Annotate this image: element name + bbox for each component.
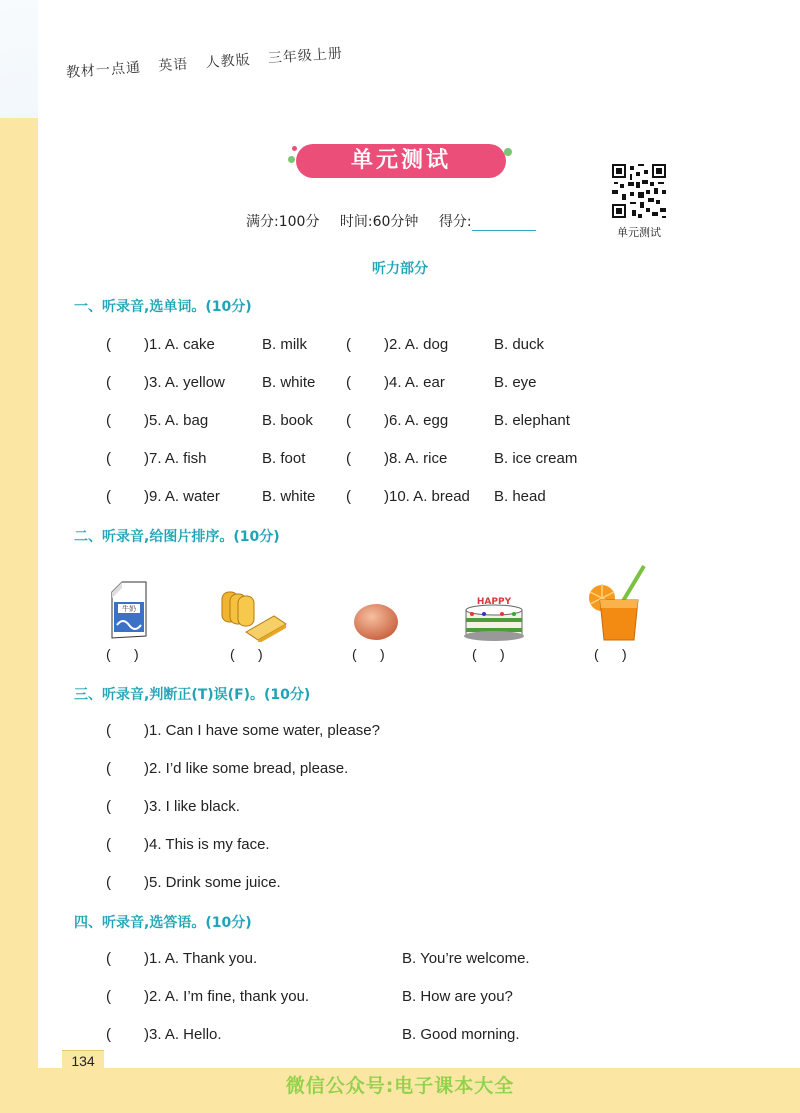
question-option-b: B. white	[262, 488, 316, 505]
question-option-a: )2. A. I’m fine, thank you.	[144, 988, 310, 1005]
question-option-b: B. eye	[494, 374, 537, 391]
question-text: )3. I like black.	[144, 798, 240, 815]
qr-code-icon	[612, 164, 666, 218]
answer-bracket-open[interactable]: (	[346, 374, 351, 391]
answer-bracket-open[interactable]: (	[106, 488, 111, 505]
birthday-cake-icon	[462, 590, 526, 642]
answer-bracket-open[interactable]: (	[106, 988, 111, 1005]
section-4-title: 四、听录音,选答语。(10分)	[74, 915, 252, 931]
answer-bracket-open[interactable]: (	[346, 412, 351, 429]
question-text: )5. Drink some juice.	[144, 874, 281, 891]
question-option-b: B. book	[262, 412, 313, 429]
score-blank[interactable]	[472, 230, 536, 231]
answer-bracket-open[interactable]: (	[106, 374, 111, 391]
time-limit: 时间:60分钟	[339, 214, 419, 230]
question-option-b: B. You’re welcome.	[402, 950, 530, 967]
part-title: 听力部分	[372, 261, 428, 277]
question-option-b: B. duck	[494, 336, 545, 353]
section-3-title: 三、听录音,判断正(T)误(F)。(10分)	[74, 687, 311, 703]
orange-juice-icon	[586, 564, 650, 642]
egg-icon	[352, 602, 400, 642]
question-text: )2. I’d like some bread, please.	[144, 760, 349, 777]
question-option-b: B. milk	[262, 336, 307, 353]
order-bracket[interactable]: ( )	[472, 646, 505, 662]
score-label: 得分:	[438, 214, 472, 230]
order-bracket[interactable]: ( )	[594, 646, 627, 662]
decor-dot	[504, 148, 512, 156]
milk-carton-icon	[108, 580, 150, 640]
answer-bracket-open[interactable]: (	[346, 450, 351, 467]
header-book: 教材一点通	[65, 59, 142, 81]
question-option-b: B. How are you?	[402, 988, 513, 1005]
answer-bracket-open[interactable]: (	[346, 488, 351, 505]
question-option-a: )8. A. rice	[384, 450, 448, 467]
decor-dot	[292, 146, 297, 151]
section-1-title: 一、听录音,选单词。(10分)	[74, 299, 252, 315]
answer-bracket-open[interactable]: (	[106, 336, 111, 353]
question-option-b: B. white	[262, 374, 316, 391]
question-option-a: )10. A. bread	[384, 488, 470, 505]
decor-dot	[288, 156, 295, 163]
score-line	[246, 211, 552, 231]
answer-bracket-open[interactable]: (	[106, 798, 111, 815]
full-score: 满分:100分	[246, 214, 320, 230]
page-title: 单元测试	[296, 144, 506, 178]
milk-carton-label: 牛奶	[122, 605, 136, 613]
answer-bracket-open[interactable]: (	[106, 874, 111, 891]
question-option-a: )9. A. water	[144, 488, 220, 505]
order-bracket[interactable]: ( )	[230, 646, 263, 662]
bread-icon	[218, 586, 288, 642]
question-text: )4. This is my face.	[144, 836, 270, 853]
question-option-a: )2. A. dog	[384, 336, 449, 353]
answer-bracket-open[interactable]: (	[106, 450, 111, 467]
cake-label: HAPPY	[476, 597, 512, 607]
question-option-a: )4. A. ear	[384, 374, 445, 391]
question-option-b: B. foot	[262, 450, 306, 467]
header-grade: 三年级上册	[267, 45, 344, 67]
question-option-b: B. elephant	[494, 412, 570, 429]
question-option-a: )3. A. Hello.	[144, 1026, 222, 1043]
question-option-a: )3. A. yellow	[144, 374, 225, 391]
question-option-b: B. Good morning.	[402, 1026, 520, 1043]
order-bracket[interactable]: ( )	[106, 646, 139, 662]
answer-bracket-open[interactable]: (	[106, 1026, 111, 1043]
answer-bracket-open[interactable]: (	[106, 412, 111, 429]
section-2-title: 二、听录音,给图片排序。(10分)	[74, 529, 280, 545]
question-option-a: )5. A. bag	[144, 412, 209, 429]
question-option-b: B. ice cream	[494, 450, 578, 467]
answer-bracket-open[interactable]: (	[106, 836, 111, 853]
question-option-a: )6. A. egg	[384, 412, 449, 429]
answer-bracket-open[interactable]: (	[106, 722, 111, 739]
header-subject: 英语	[157, 56, 189, 75]
page-number: 134	[62, 1050, 104, 1071]
answer-bracket-open[interactable]: (	[106, 950, 111, 967]
question-option-a: )1. A. Thank you.	[144, 950, 258, 967]
qr-caption: 单元测试	[617, 226, 661, 239]
answer-bracket-open[interactable]: (	[346, 336, 351, 353]
title-banner	[296, 144, 506, 178]
question-text: )1. Can I have some water, please?	[144, 722, 380, 739]
answer-bracket-open[interactable]: (	[106, 760, 111, 777]
question-option-a: )1. A. cake	[144, 336, 215, 353]
question-option-a: )7. A. fish	[144, 450, 207, 467]
watermark-text: 微信公众号:电子课本大全	[285, 1075, 515, 1097]
header-edition: 人教版	[205, 52, 252, 72]
order-bracket[interactable]: ( )	[352, 646, 385, 662]
question-option-b: B. head	[494, 488, 546, 505]
